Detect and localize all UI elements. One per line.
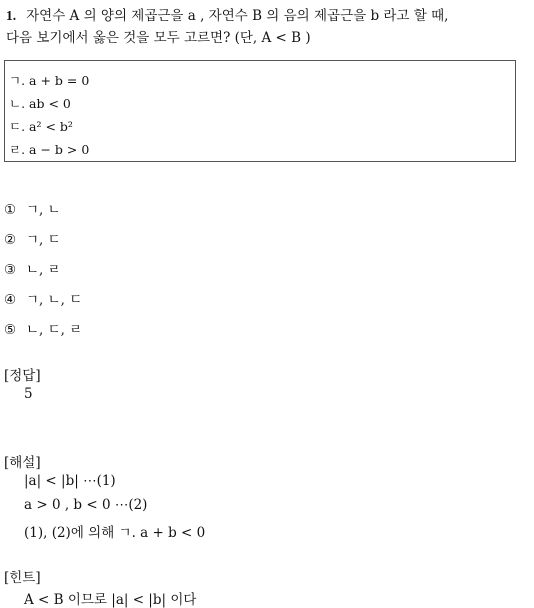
choice-number: ② bbox=[4, 232, 17, 248]
hint-text: A < B 이므로 |a| < |b| 이다 bbox=[24, 592, 197, 608]
explanation-line-1: |a| < |b| ⋯(1) bbox=[24, 473, 116, 489]
question-line-2: 다음 보기에서 옳은 것을 모두 고르면? (단, A < B ) bbox=[6, 30, 311, 46]
choice-text: ㄴ, ㄷ, ㄹ bbox=[26, 322, 83, 338]
choice-text: ㄱ, ㄴ, ㄷ bbox=[26, 292, 83, 308]
explanation-label: [해설] bbox=[4, 455, 41, 471]
condition-2: ㄴ. ab < 0 bbox=[9, 96, 71, 111]
choice-text: ㄴ, ㄹ bbox=[26, 262, 61, 278]
conditions-box bbox=[4, 60, 516, 162]
choice-number: ① bbox=[4, 202, 17, 218]
choice-4[interactable] bbox=[4, 288, 82, 308]
choice-number: ⑤ bbox=[4, 322, 17, 338]
condition-3: ㄷ. a² < b² bbox=[9, 119, 73, 134]
choice-1[interactable] bbox=[4, 198, 61, 218]
answer-value: 5 bbox=[24, 386, 33, 402]
choice-text: ㄱ, ㄷ bbox=[26, 232, 61, 248]
question-line-1 bbox=[6, 4, 448, 24]
choice-number: ④ bbox=[4, 292, 17, 308]
choice-text: ㄱ, ㄴ bbox=[26, 202, 61, 218]
condition-4: ㄹ. a − b > 0 bbox=[9, 142, 90, 157]
question-number: 1. bbox=[6, 8, 17, 23]
condition-1: ㄱ. a + b = 0 bbox=[9, 73, 90, 88]
choice-2[interactable] bbox=[4, 228, 61, 248]
question-text-1: 자연수 A 의 양의 제곱근을 a , 자연수 B 의 음의 제곱근을 b 라고 할 때, bbox=[26, 8, 449, 24]
choice-3[interactable] bbox=[4, 258, 61, 278]
explanation-line-3: (1), (2)에 의해 ㄱ. a + b < 0 bbox=[24, 525, 206, 541]
answer-label: [정답] bbox=[4, 368, 41, 384]
choice-number: ③ bbox=[4, 262, 17, 278]
hint-label: [힌트] bbox=[4, 570, 41, 586]
explanation-line-2: a > 0 , b < 0 ⋯(2) bbox=[24, 497, 148, 513]
choice-5[interactable] bbox=[4, 318, 82, 338]
